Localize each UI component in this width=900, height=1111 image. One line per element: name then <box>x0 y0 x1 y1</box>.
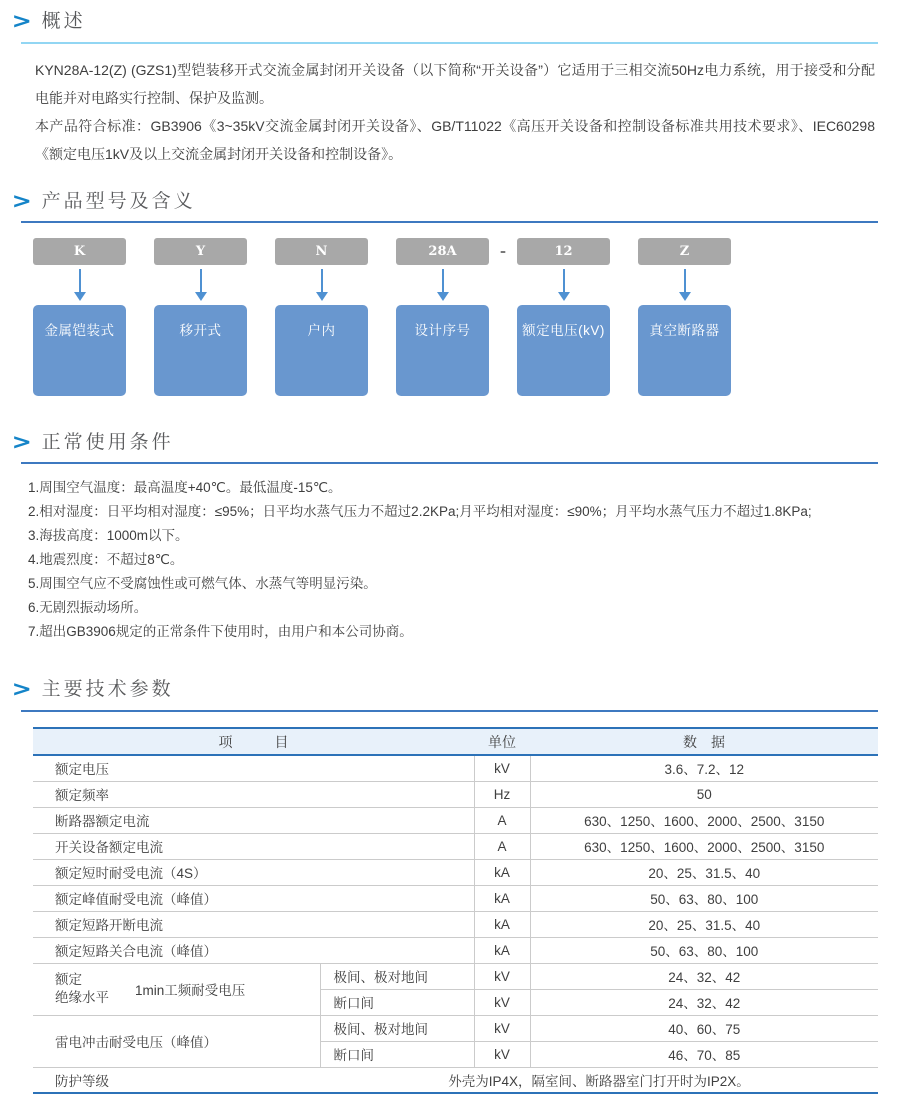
condition-item: 3.海拔高度：1000m以下。 <box>28 528 189 543</box>
model-column-n <box>275 238 368 396</box>
table-row <box>33 1067 878 1093</box>
chevron-right-icon: > <box>11 189 32 213</box>
param-unit: Hz <box>474 781 530 807</box>
param-name: 额定峰值耐受电流（峰值） <box>33 885 474 911</box>
model-column-28a <box>396 238 489 396</box>
param-name-line: 绝缘水平 <box>55 990 109 1005</box>
param-value: 外壳为IP4X，隔室间、断路器室门打开时为IP2X。 <box>320 1067 878 1093</box>
condition-item: 5.周围空气应不受腐蚀性或可燃气体、水蒸气等明显污染。 <box>28 576 377 591</box>
table-row <box>33 885 878 911</box>
code-box: 28A <box>396 238 489 265</box>
chevron-right-icon: > <box>11 430 32 454</box>
param-unit: kA <box>474 859 530 885</box>
table-row <box>33 911 878 937</box>
section-title-overview: 概述 <box>41 11 86 32</box>
param-name: 开关设备额定电流 <box>33 833 474 859</box>
param-value: 40、60、75 <box>530 1015 878 1041</box>
param-value: 50 <box>530 781 878 807</box>
code-box: Y <box>154 238 247 265</box>
model-column-12 <box>517 238 610 396</box>
section-model-designation <box>0 190 900 396</box>
code-box: N <box>275 238 368 265</box>
code-box: 12 <box>517 238 610 265</box>
overview-paragraph: 本产品符合标准：GB3906《3~35kV交流金属封闭开关设备》、GB/T11022《高压开关设备和控制设备标准共用技术要求》、IEC60298《额定电压1kV及以上交流金属封闭开关设备和控制设备》。 <box>35 118 875 162</box>
meaning-box: 金属铠装式 <box>33 305 126 396</box>
param-unit: A <box>474 807 530 833</box>
model-column-y <box>154 238 247 396</box>
section-overview <box>0 0 900 168</box>
arrow-down-icon <box>437 265 449 305</box>
table-row <box>33 1015 878 1041</box>
chevron-right-icon: > <box>11 9 32 33</box>
code-box: Z <box>638 238 731 265</box>
section-title-params: 主要技术参数 <box>41 679 174 700</box>
conditions-header <box>13 431 900 454</box>
param-value: 50、63、80、100 <box>530 937 878 963</box>
param-unit: kV <box>474 989 530 1015</box>
section-rule <box>21 710 878 712</box>
section-title-conditions: 正常使用条件 <box>41 432 174 453</box>
model-column-k <box>33 238 126 396</box>
overview-paragraph: KYN28A-12(Z) (GZS1)型铠装移开式交流金属封闭开关设备（以下简称“开关设备”）它适用于三相交流50Hz电力系统，用于接受和分配电能并对电路实行控制、保护及监测。 <box>35 62 875 106</box>
param-name: 额定电压 <box>33 755 474 781</box>
table-header-row <box>33 728 878 755</box>
param-group-impulse: 雷电冲击耐受电压（峰值） <box>33 1015 320 1067</box>
condition-item: 2.相对湿度：日平均相对湿度：≤95%；日平均水蒸气压力不超过2.2KPa;月平均相对湿度：≤90%；月平均水蒸气压力不超过1.8KPa; <box>28 504 812 519</box>
table-row <box>33 859 878 885</box>
section-rule <box>21 42 878 44</box>
arrow-down-icon <box>195 265 207 305</box>
params-header <box>13 678 900 701</box>
meaning-box: 户内 <box>275 305 368 396</box>
conditions-list <box>28 476 875 644</box>
section-title-model: 产品型号及含义 <box>41 191 196 212</box>
arrow-down-icon <box>316 265 328 305</box>
param-value: 20、25、31.5、40 <box>530 859 878 885</box>
param-name-line: 额定 <box>55 972 82 987</box>
section-service-conditions <box>0 431 900 644</box>
table-row <box>33 937 878 963</box>
condition-item: 1.周围空气温度：最高温度+40℃。最低温度-15℃。 <box>28 480 342 495</box>
table-row <box>33 781 878 807</box>
model-code-diagram <box>33 238 745 396</box>
param-name: 额定短路关合电流（峰值） <box>33 937 474 963</box>
param-sub-label: 极间、极对地间 <box>320 1015 474 1041</box>
param-unit: kV <box>474 1041 530 1067</box>
param-unit: A <box>474 833 530 859</box>
param-value: 24、32、42 <box>530 963 878 989</box>
param-name: 防护等级 <box>33 1067 320 1093</box>
condition-item: 6.无剧烈振动场所。 <box>28 600 148 615</box>
col-header-item: 项 目 <box>33 728 474 755</box>
param-value: 3.6、7.2、12 <box>530 755 878 781</box>
param-value: 20、25、31.5、40 <box>530 911 878 937</box>
param-name: 额定频率 <box>33 781 474 807</box>
model-header <box>13 190 900 213</box>
param-value: 24、32、42 <box>530 989 878 1015</box>
overview-header <box>13 10 900 33</box>
param-value: 630、1250、1600、2000、2500、3150 <box>530 807 878 833</box>
param-value: 50、63、80、100 <box>530 885 878 911</box>
param-unit: kV <box>474 755 530 781</box>
arrow-down-icon <box>679 265 691 305</box>
param-unit: kA <box>474 911 530 937</box>
param-name: 断路器额定电流 <box>33 807 474 833</box>
param-unit: kA <box>474 885 530 911</box>
param-unit: kV <box>474 963 530 989</box>
model-code-separator: - <box>499 242 507 260</box>
condition-item: 4.地震烈度：不超过8℃。 <box>28 552 184 567</box>
model-column-z <box>638 238 731 396</box>
param-value: 46、70、85 <box>530 1041 878 1067</box>
condition-item: 7.超出GB3906规定的正常条件下使用时，由用户和本公司协商。 <box>28 624 413 639</box>
section-rule <box>21 221 878 223</box>
table-row <box>33 755 878 781</box>
table-row <box>33 963 878 989</box>
table-row <box>33 807 878 833</box>
col-header-unit: 单位 <box>474 728 530 755</box>
param-group-insulation <box>33 963 320 1015</box>
parameters-table <box>33 727 878 1094</box>
code-box: K <box>33 238 126 265</box>
param-value: 630、1250、1600、2000、2500、3150 <box>530 833 878 859</box>
col-header-data: 数 据 <box>530 728 878 755</box>
arrow-down-icon <box>74 265 86 305</box>
table-row <box>33 833 878 859</box>
param-name: 额定短路开断电流 <box>33 911 474 937</box>
param-subname: 1min工频耐受电压 <box>135 983 246 998</box>
arrow-down-icon <box>558 265 570 305</box>
overview-paragraphs <box>35 56 875 168</box>
param-name: 额定短时耐受电流（4S） <box>33 859 474 885</box>
chevron-right-icon: > <box>11 677 32 701</box>
param-sub-label: 断口间 <box>320 1041 474 1067</box>
meaning-box: 真空断路器 <box>638 305 731 396</box>
section-technical-parameters <box>0 678 900 1094</box>
param-sub-label: 断口间 <box>320 989 474 1015</box>
meaning-box: 额定电压(kV) <box>517 305 610 396</box>
meaning-box: 设计序号 <box>396 305 489 396</box>
param-unit: kA <box>474 937 530 963</box>
param-sub-label: 极间、极对地间 <box>320 963 474 989</box>
section-rule <box>21 462 878 464</box>
meaning-box: 移开式 <box>154 305 247 396</box>
param-unit: kV <box>474 1015 530 1041</box>
